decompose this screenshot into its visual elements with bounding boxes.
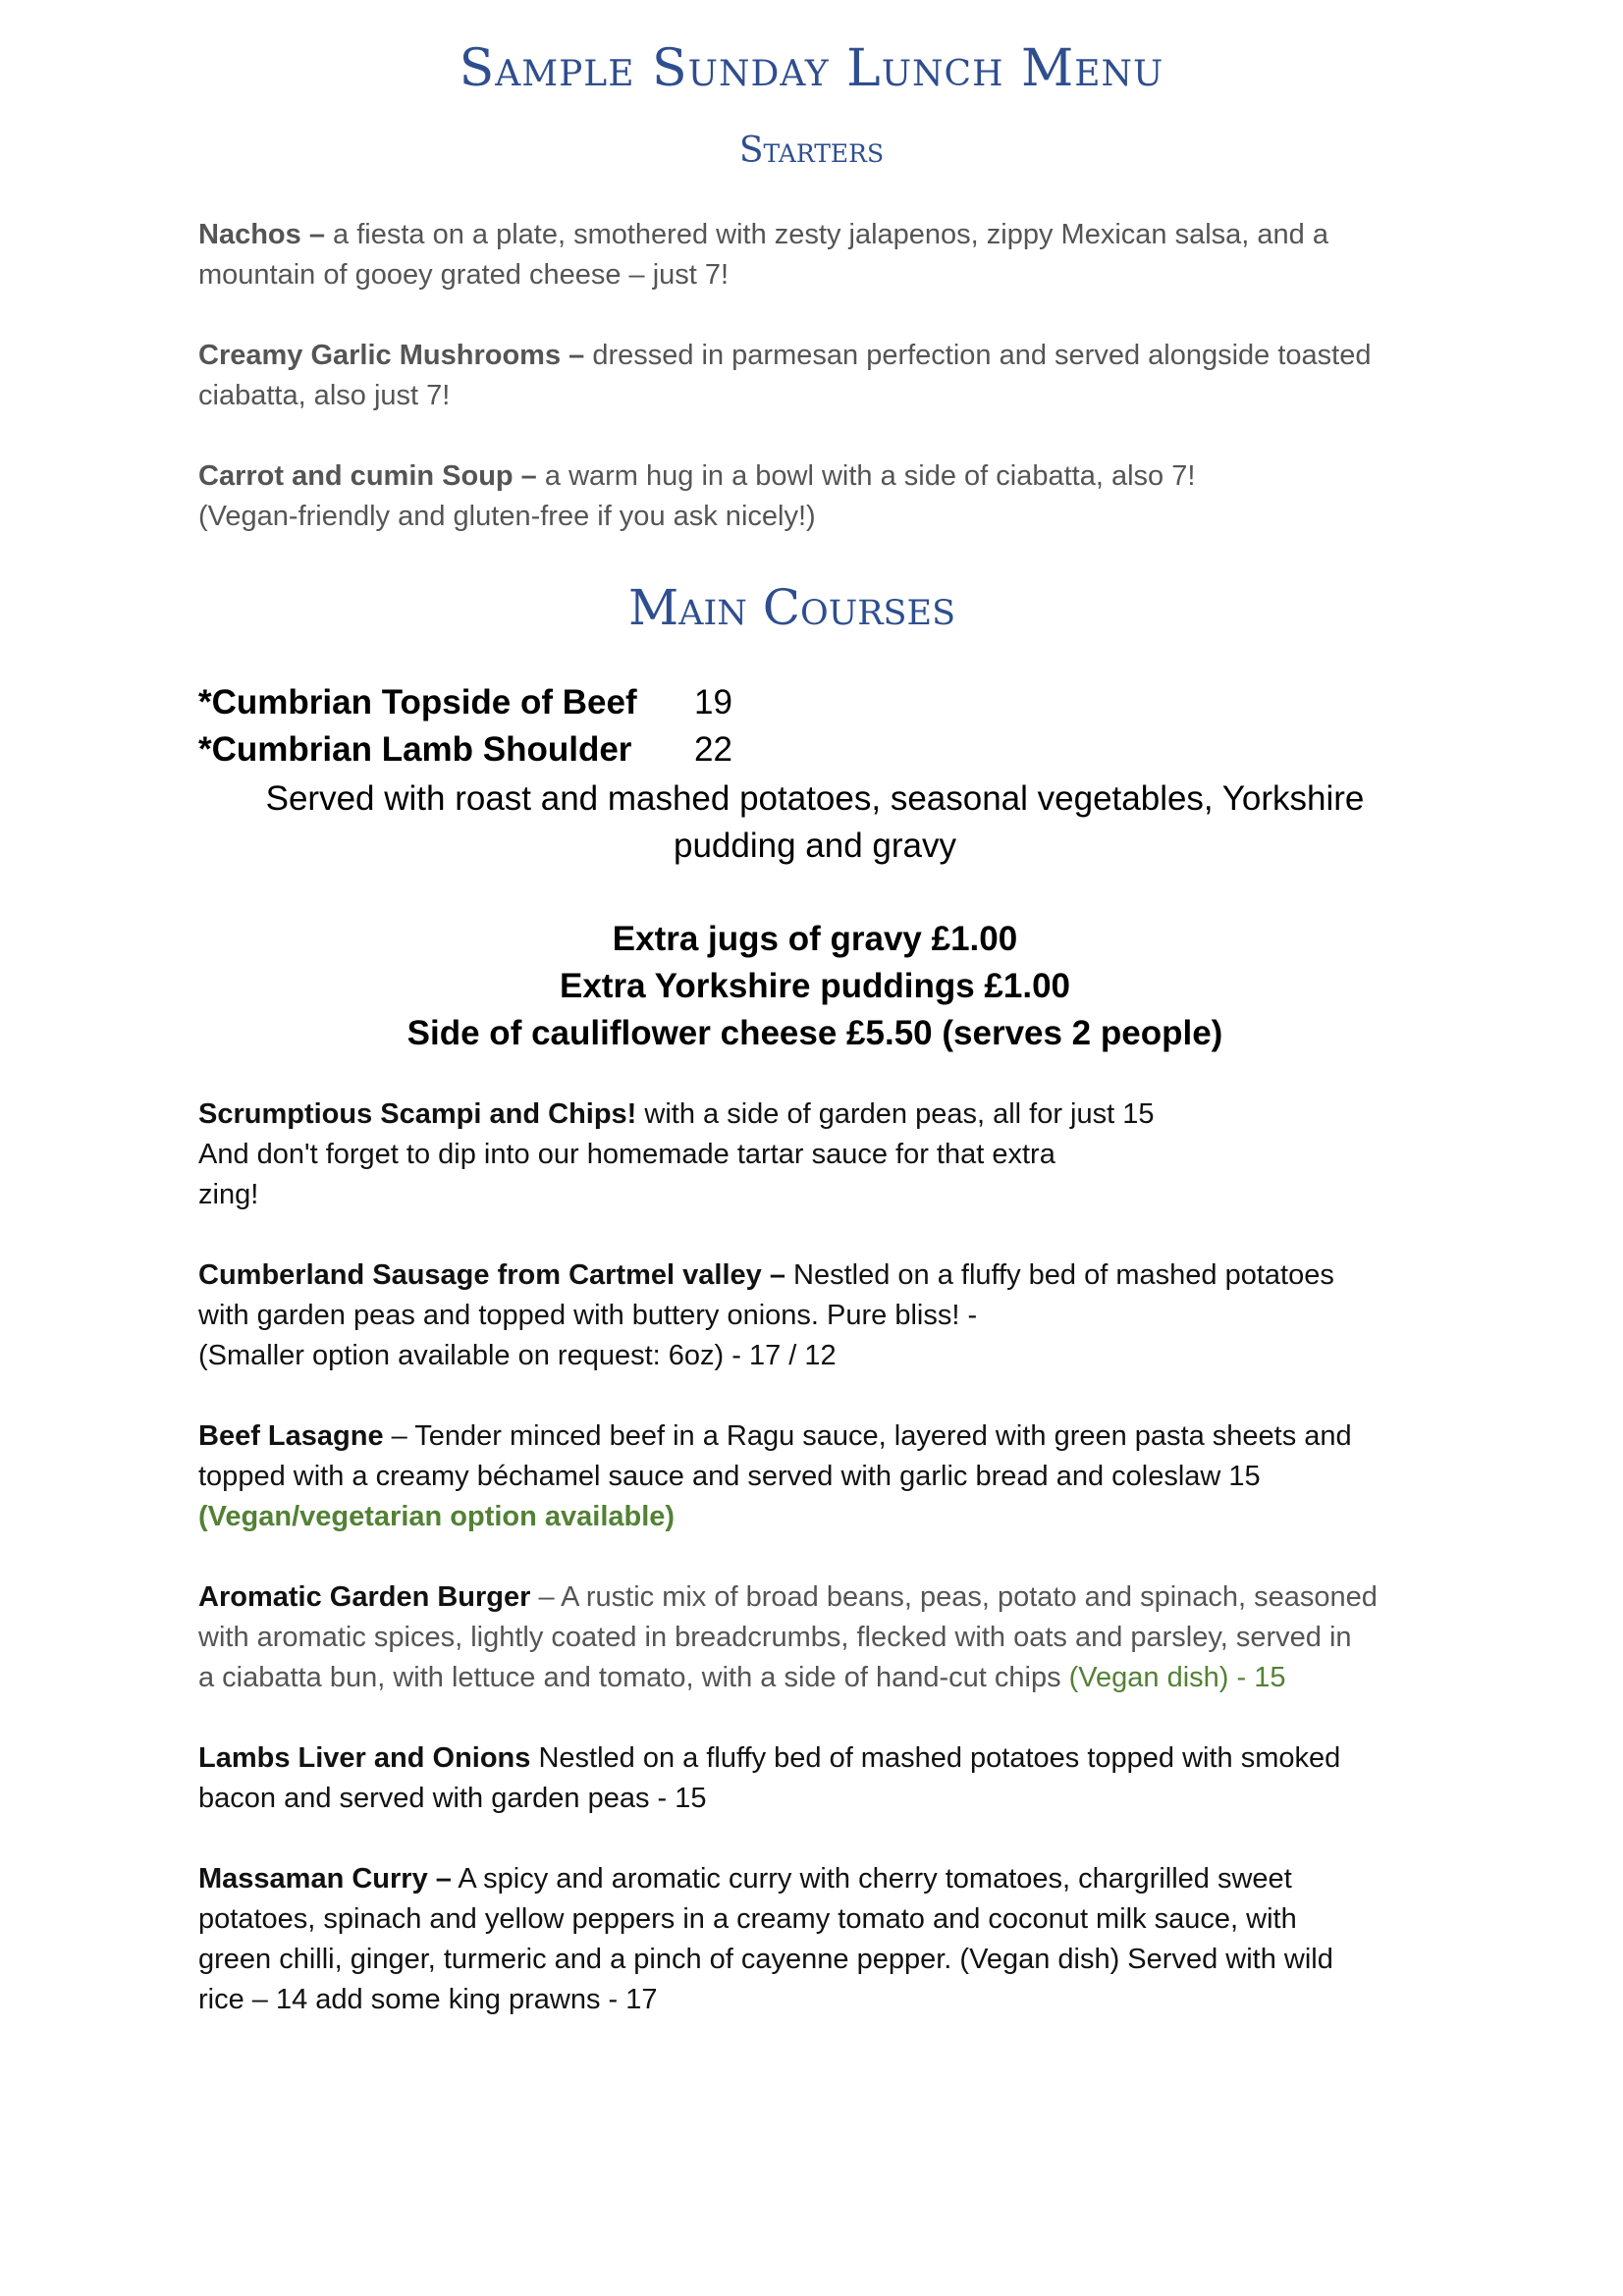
- main-item-liver: [198, 1738, 1465, 1819]
- item-name: Beef Lasagne: [198, 1420, 384, 1452]
- starter-item-mushrooms: [198, 336, 1465, 416]
- main-item-scampi: [198, 1095, 1465, 1215]
- vegan-dish-note: (Vegan dish) - 15: [1068, 1662, 1286, 1693]
- vegan-option-note: (Vegan/vegetarian option available): [198, 1501, 676, 1532]
- item-desc: potatoes, spinach and yellow peppers in a creamy tomato and coconut milk sauce, with: [198, 1903, 1297, 1935]
- item-desc: mountain of gooey grated cheese – just 7!: [198, 259, 730, 291]
- item-name: Cumberland Sausage from Cartmel valley –: [198, 1259, 785, 1291]
- roast-served-with: [196, 775, 1434, 870]
- item-desc: dressed in parmesan perfection and served alongside toasted: [584, 340, 1372, 371]
- roast-name: *Cumbrian Topside of Beef: [198, 683, 637, 721]
- starter-item-nachos: [198, 215, 1465, 295]
- item-desc: A spicy and aromatic curry with cherry tomatoes, chargrilled sweet: [451, 1863, 1292, 1895]
- item-desc: with a side of garden peas, all for just 15: [636, 1098, 1155, 1130]
- main-item-curry: [198, 1859, 1465, 2020]
- item-name: Creamy Garlic Mushrooms –: [198, 340, 585, 371]
- roast-price: 22: [694, 730, 732, 769]
- item-desc: a ciabatta bun, with lettuce and tomato, with a side of hand-cut chips: [198, 1662, 1069, 1693]
- item-desc: a warm hug in a bowl with a side of ciabatta, also 7!: [536, 460, 1196, 492]
- served-line: pudding and gravy: [674, 827, 956, 865]
- roast-item-beef: [198, 679, 732, 726]
- roast-name: *Cumbrian Lamb Shoulder: [198, 730, 632, 769]
- menu-title: Sample Sunday Lunch Menu: [459, 39, 1164, 98]
- main-courses-heading: Main Courses: [627, 579, 956, 636]
- main-item-sausage: [198, 1255, 1465, 1376]
- item-desc: with aromatic spices, lightly coated in breadcrumbs, flecked with oats and parsley, served in: [198, 1622, 1352, 1653]
- extra-cauliflower: Side of cauliflower cheese £5.50 (serves 2 people): [406, 1014, 1223, 1052]
- item-desc: with garden peas and topped with buttery onions. Pure bliss! -: [198, 1300, 978, 1331]
- item-desc: Nestled on a fluffy bed of mashed potatoes topped with smoked: [530, 1742, 1341, 1774]
- item-name: Scrumptious Scampi and Chips!: [198, 1098, 637, 1130]
- served-line: Served with roast and mashed potatoes, seasonal vegetables, Yorkshire: [265, 779, 1365, 818]
- item-desc: (Smaller option available on request: 6oz) - 17 / 12: [198, 1340, 837, 1371]
- item-desc: Nestled on a fluffy bed of mashed potatoes: [784, 1259, 1334, 1291]
- item-name: Aromatic Garden Burger: [198, 1581, 531, 1613]
- item-name: Nachos –: [198, 219, 325, 250]
- item-name: Massaman Curry –: [198, 1863, 452, 1895]
- item-desc: green chilli, ginger, turmeric and a pinch of cayenne pepper. (Vegan dish) Served with wild: [198, 1944, 1333, 1975]
- starters-heading: Starters: [738, 131, 885, 171]
- item-desc: – A rustic mix of broad beans, peas, potato and spinach, seasoned: [530, 1581, 1378, 1613]
- main-item-lasagne: [198, 1416, 1465, 1537]
- item-desc: rice – 14 add some king prawns - 17: [198, 1984, 658, 2015]
- item-name: Carrot and cumin Soup –: [198, 460, 537, 492]
- item-desc: And don't forget to dip into our homemade tartar sauce for that extra: [198, 1139, 1055, 1170]
- item-desc: zing!: [198, 1179, 259, 1210]
- item-name: Lambs Liver and Onions: [198, 1742, 531, 1774]
- item-desc: a fiesta on a plate, smothered with zesty jalapenos, zippy Mexican salsa, and a: [324, 219, 1328, 250]
- extra-gravy: Extra jugs of gravy £1.00: [612, 920, 1018, 958]
- starter-item-soup: [198, 456, 1465, 537]
- extra-yorkshire: Extra Yorkshire puddings £1.00: [559, 967, 1070, 1005]
- item-desc: ciabatta, also just 7!: [198, 380, 451, 411]
- extras-list: [196, 916, 1434, 1057]
- roast-item-lamb: [198, 726, 732, 774]
- item-desc: – Tender minced beef in a Ragu sauce, layered with green pasta sheets and: [383, 1420, 1352, 1452]
- item-desc: bacon and served with garden peas - 15: [198, 1783, 707, 1814]
- roast-price: 19: [694, 683, 732, 721]
- item-desc: topped with a creamy béchamel sauce and served with garlic bread and coleslaw 15: [198, 1461, 1261, 1492]
- item-desc: (Vegan-friendly and gluten-free if you ask nicely!): [198, 501, 816, 532]
- main-item-burger: [198, 1577, 1465, 1698]
